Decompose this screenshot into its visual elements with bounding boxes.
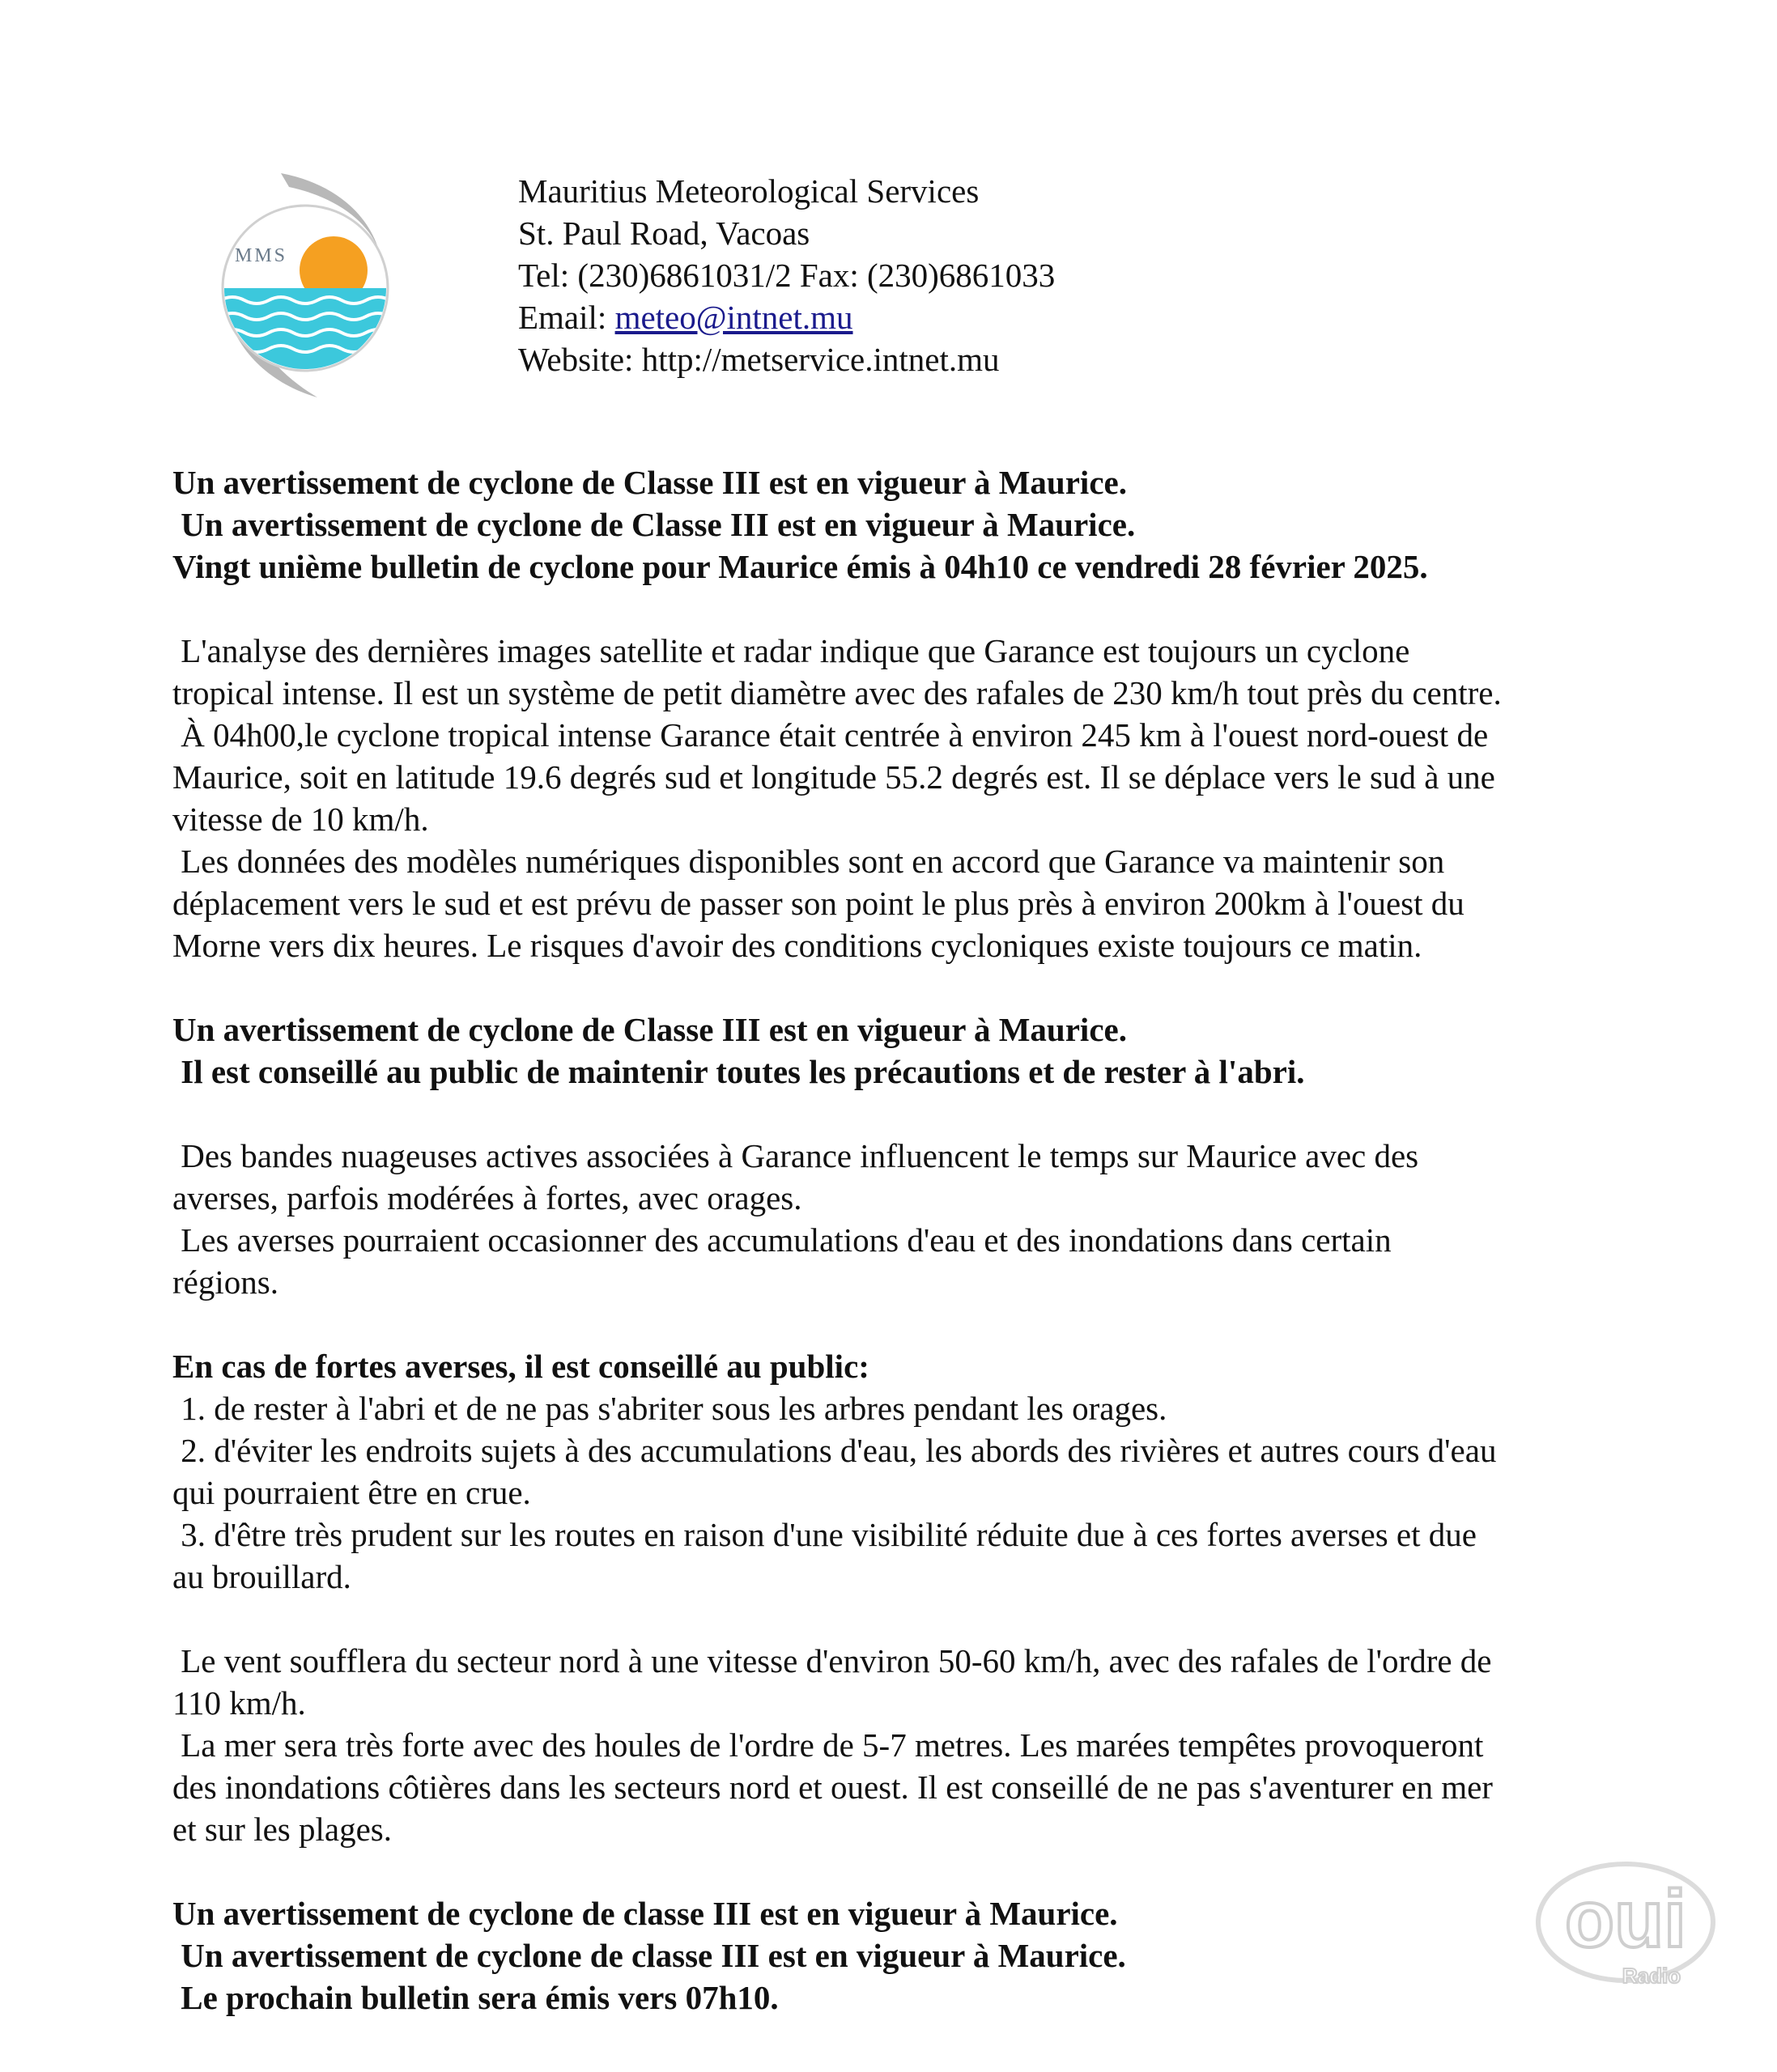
wind-sea-line: et sur les plages. — [172, 1811, 392, 1848]
intro-line: Un avertissement de cyclone de Classe III est en vigueur à Maurice. — [172, 506, 1136, 543]
weather-line: averses, parfois modérées à fortes, avec orages. — [172, 1179, 802, 1216]
advice-block — [172, 1345, 1654, 1598]
intro-line: Vingt unième bulletin de cyclone pour Maurice émis à 04h10 ce vendredi 28 février 2025. — [172, 548, 1428, 585]
warning-line: Un avertissement de cyclone de Classe III est en vigueur à Maurice. — [172, 1011, 1127, 1048]
wind-sea-line: 110 km/h. — [172, 1684, 306, 1722]
advice-line: 3. d'être très prudent sur les routes en raison d'une visibilité réduite due à ces fortes averses et due — [172, 1516, 1477, 1553]
warning-block — [172, 1008, 1654, 1093]
closing-line: Un avertissement de cyclone de classe III est en vigueur à Maurice. — [172, 1895, 1118, 1932]
advice-heading: En cas de fortes averses, il est conseillé au public: — [172, 1348, 869, 1385]
org-website: Website: http://metservice.intnet.mu — [518, 341, 1000, 378]
analysis-line: tropical intense. Il est un système de petit diamètre avec des rafales de 230 km/h tout près du centre. — [172, 674, 1502, 711]
email-link[interactable]: meteo@intnet.mu — [614, 299, 853, 336]
wind-sea-line: des inondations côtières dans les secteurs nord et ouest. Il est conseillé de ne pas s'aventurer en mer — [172, 1768, 1493, 1806]
warning-line: Il est conseillé au public de maintenir toutes les précautions et de rester à l'abri. — [172, 1053, 1305, 1090]
weather-line: Des bandes nuageuses actives associées à Garance influencent le temps sur Maurice avec des — [172, 1137, 1419, 1174]
bulletin-body — [172, 461, 1654, 2019]
wind-sea-line: Le vent soufflera du secteur nord à une vitesse d'environ 50-60 km/h, avec des rafales de l'ordre de — [172, 1642, 1492, 1679]
advice-line: 1. de rester à l'abri et de ne pas s'abriter sous les arbres pendant les orages. — [172, 1390, 1167, 1427]
advice-line: au brouillard. — [172, 1558, 351, 1595]
intro-block — [172, 461, 1654, 588]
oui-radio-watermark — [1530, 1853, 1720, 1999]
analysis-line: déplacement vers le sud et est prévu de passer son point le plus près à environ 200km à l'ouest du — [172, 885, 1465, 922]
wind-sea-block — [172, 1640, 1654, 1850]
advice-line: qui pourraient être en crue. — [172, 1474, 531, 1511]
weather-line: régions. — [172, 1263, 278, 1301]
logo-text: MMS — [235, 245, 288, 266]
header-contact — [518, 170, 1055, 380]
analysis-line: vitesse de 10 km/h. — [172, 800, 429, 838]
weather-line: Les averses pourraient occasionner des accumulations d'eau et des inondations dans certain — [172, 1221, 1392, 1259]
org-tel-fax: Tel: (230)6861031/2 Fax: (230)6861033 — [518, 257, 1056, 294]
closing-line: Un avertissement de cyclone de classe III est en vigueur à Maurice. — [172, 1937, 1126, 1974]
closing-block — [172, 1892, 1654, 2019]
watermark-main: oui — [1565, 1874, 1686, 1964]
analysis-line: Les données des modèles numériques disponibles sont en accord que Garance va maintenir son — [172, 843, 1445, 880]
analysis-line: Morne vers dix heures. Le risques d'avoir des conditions cycloniques existe toujours ce matin. — [172, 927, 1422, 964]
closing-line: Le prochain bulletin sera émis vers 07h10. — [172, 1979, 779, 2016]
intro-line: Un avertissement de cyclone de Classe III est en vigueur à Maurice. — [172, 464, 1127, 501]
mms-logo — [212, 167, 398, 401]
org-name: Mauritius Meteorological Services — [518, 172, 980, 210]
analysis-block — [172, 630, 1654, 966]
wind-sea-line: La mer sera très forte avec des houles de l'ordre de 5-7 metres. Les marées tempêtes provoqueront — [172, 1726, 1484, 1764]
advice-line: 2. d'éviter les endroits sujets à des accumulations d'eau, les abords des rivières et autres cours d'eau — [172, 1432, 1497, 1469]
email-label: Email: — [518, 299, 615, 336]
analysis-line: À 04h00,le cyclone tropical intense Garance était centrée à environ 245 km à l'ouest nord-ouest de — [172, 716, 1489, 754]
analysis-line: L'analyse des dernières images satellite et radar indique que Garance est toujours un cyclone — [172, 632, 1410, 669]
org-address: St. Paul Road, Vacoas — [518, 214, 810, 252]
watermark-sub: Radio — [1622, 1964, 1681, 1988]
weather-block — [172, 1135, 1654, 1303]
org-email-line — [518, 296, 1055, 338]
analysis-line: Maurice, soit en latitude 19.6 degrés sud et longitude 55.2 degrés est. Il se déplace vers le sud à une — [172, 758, 1495, 796]
